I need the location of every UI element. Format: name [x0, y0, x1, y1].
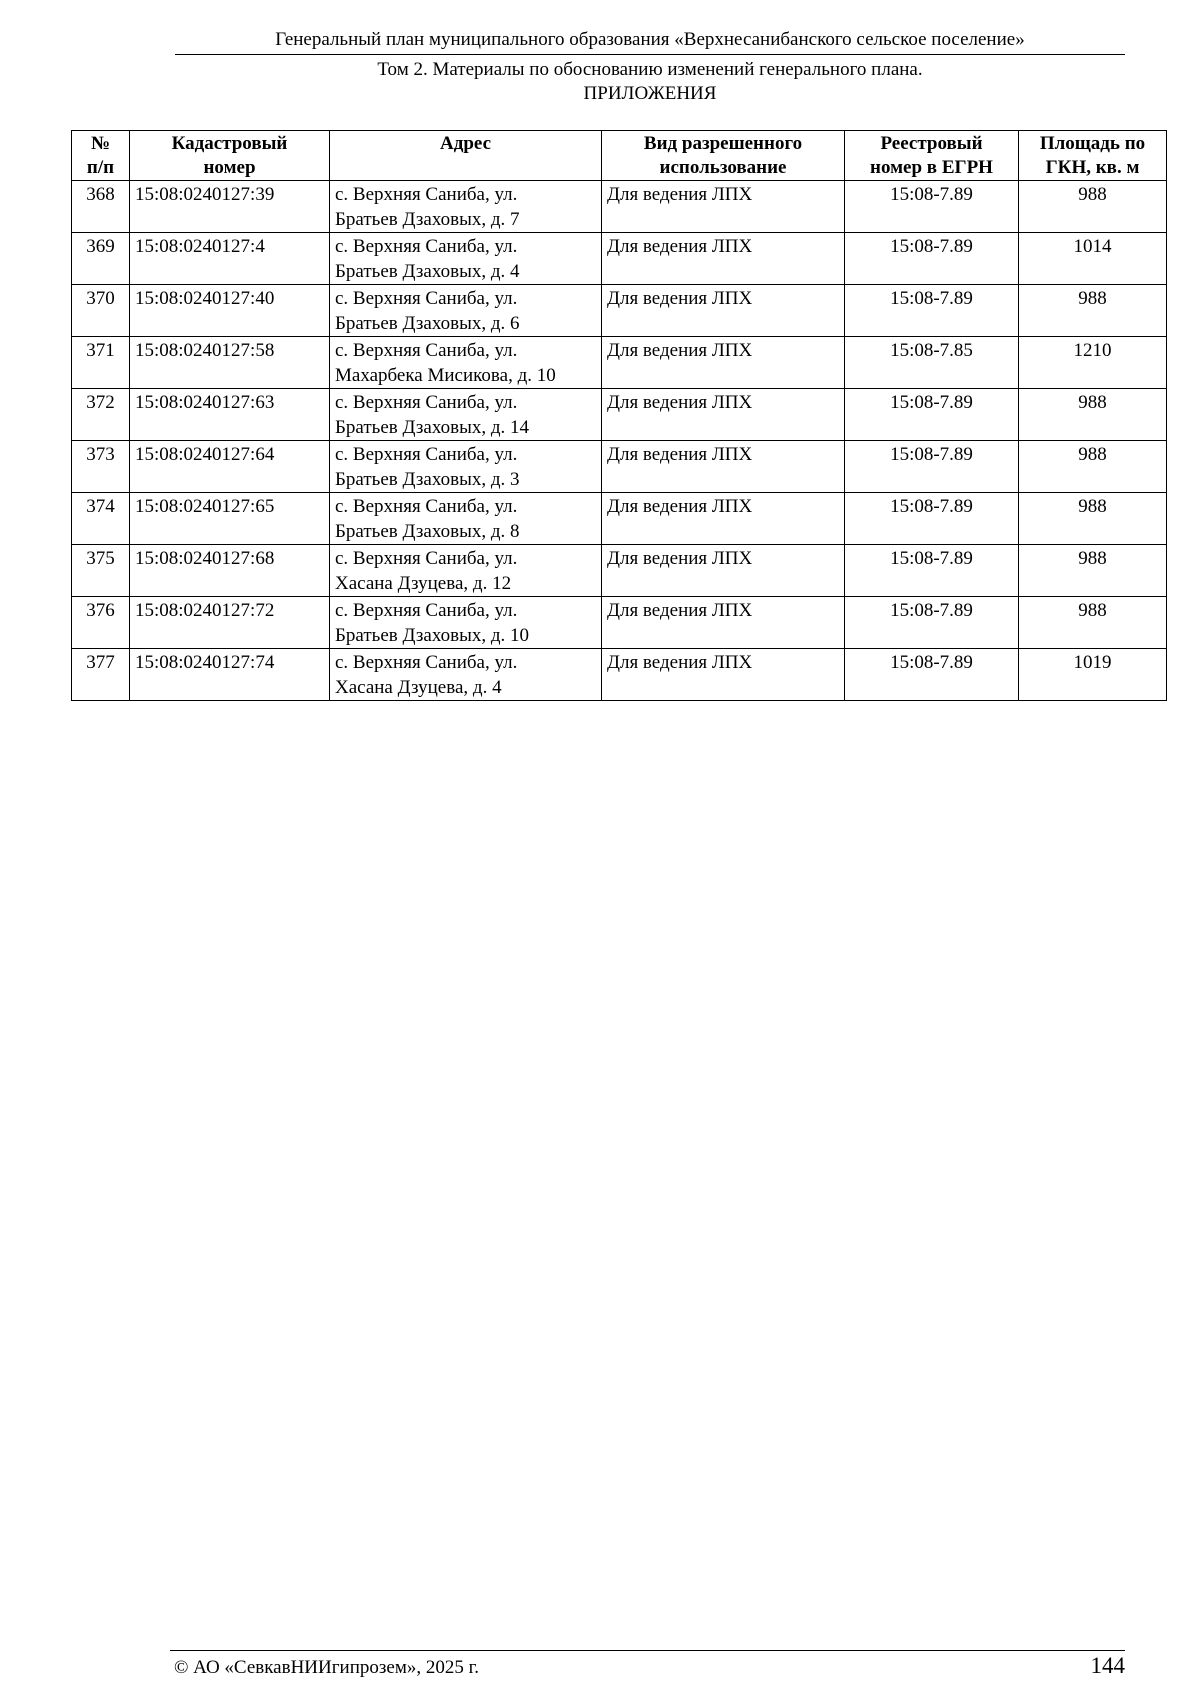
cell-address: с. Верхняя Саниба, ул. Братьев Дзаховых, д. 7	[330, 181, 602, 233]
cell-cadastral: 15:08:0240127:39	[130, 181, 330, 233]
cell-usage: Для ведения ЛПХ	[602, 597, 845, 649]
cell-usage: Для ведения ЛПХ	[602, 337, 845, 389]
cell-cadastral: 15:08:0240127:58	[130, 337, 330, 389]
cell-number: 370	[72, 285, 130, 337]
header-section: ПРИЛОЖЕНИЯ	[583, 83, 717, 104]
cell-registry: 15:08-7.89	[845, 233, 1019, 285]
cell-usage: Для ведения ЛПХ	[602, 389, 845, 441]
cell-number: 374	[72, 493, 130, 545]
cell-area: 988	[1019, 493, 1167, 545]
cell-number: 368	[72, 181, 130, 233]
cell-usage: Для ведения ЛПХ	[602, 649, 845, 701]
cell-usage: Для ведения ЛПХ	[602, 441, 845, 493]
header-divider	[175, 54, 1125, 55]
cell-address: с. Верхняя Саниба, ул. Братьев Дзаховых, д. 14	[330, 389, 602, 441]
cell-usage: Для ведения ЛПХ	[602, 545, 845, 597]
cell-area: 988	[1019, 441, 1167, 493]
cell-area: 1019	[1019, 649, 1167, 701]
cell-cadastral: 15:08:0240127:72	[130, 597, 330, 649]
cell-area: 988	[1019, 181, 1167, 233]
cell-number: 376	[72, 597, 130, 649]
cell-cadastral: 15:08:0240127:4	[130, 233, 330, 285]
cell-address: с. Верхняя Саниба, ул. Братьев Дзаховых, д. 6	[330, 285, 602, 337]
cell-address: с. Верхняя Саниба, ул. Братьев Дзаховых, д. 10	[330, 597, 602, 649]
column-header-number: № п/п	[72, 131, 130, 181]
column-header-registry: Реестровый номер в ЕГРН	[845, 131, 1019, 181]
cell-cadastral: 15:08:0240127:64	[130, 441, 330, 493]
cell-address: с. Верхняя Саниба, ул. Хасана Дзуцева, д. 4	[330, 649, 602, 701]
cell-area: 988	[1019, 545, 1167, 597]
cell-address: с. Верхняя Саниба, ул. Братьев Дзаховых, д. 3	[330, 441, 602, 493]
table-row	[72, 337, 1167, 389]
document-footer	[170, 1650, 1125, 1681]
column-header-address: Адрес	[330, 131, 602, 181]
page-number: 144	[1090, 1653, 1125, 1678]
footer-copyright: © АО «СевкавНИИгипрозем», 2025 г.	[174, 1657, 479, 1678]
cell-cadastral: 15:08:0240127:40	[130, 285, 330, 337]
cell-number: 371	[72, 337, 130, 389]
cell-address: с. Верхняя Саниба, ул. Хасана Дзуцева, д. 12	[330, 545, 602, 597]
cell-registry: 15:08-7.89	[845, 597, 1019, 649]
cell-number: 377	[72, 649, 130, 701]
column-header-area: Площадь по ГКН, кв. м	[1019, 131, 1167, 181]
header-volume: Том 2. Материалы по обоснованию изменений генерального плана.	[377, 59, 923, 80]
cell-cadastral: 15:08:0240127:63	[130, 389, 330, 441]
cell-registry: 15:08-7.89	[845, 441, 1019, 493]
cell-area: 1210	[1019, 337, 1167, 389]
cell-registry: 15:08-7.89	[845, 649, 1019, 701]
table-row	[72, 285, 1167, 337]
table-row	[72, 389, 1167, 441]
table-row	[72, 233, 1167, 285]
cell-area: 988	[1019, 597, 1167, 649]
cell-number: 372	[72, 389, 130, 441]
cell-registry: 15:08-7.85	[845, 337, 1019, 389]
table-header-row	[72, 131, 1167, 181]
cell-cadastral: 15:08:0240127:65	[130, 493, 330, 545]
table-row	[72, 597, 1167, 649]
document-header	[175, 28, 1125, 106]
cell-registry: 15:08-7.89	[845, 493, 1019, 545]
cell-registry: 15:08-7.89	[845, 285, 1019, 337]
table-row	[72, 441, 1167, 493]
table-row	[72, 545, 1167, 597]
cell-cadastral: 15:08:0240127:68	[130, 545, 330, 597]
cell-number: 373	[72, 441, 130, 493]
cell-address: с. Верхняя Саниба, ул. Братьев Дзаховых, д. 8	[330, 493, 602, 545]
cell-registry: 15:08-7.89	[845, 545, 1019, 597]
cell-number: 375	[72, 545, 130, 597]
column-header-usage: Вид разрешенного использование	[602, 131, 845, 181]
cell-area: 988	[1019, 389, 1167, 441]
cell-address: с. Верхняя Саниба, ул. Братьев Дзаховых, д. 4	[330, 233, 602, 285]
table-row	[72, 181, 1167, 233]
table-row	[72, 649, 1167, 701]
cell-cadastral: 15:08:0240127:74	[130, 649, 330, 701]
cell-usage: Для ведения ЛПХ	[602, 233, 845, 285]
column-header-cadastral: Кадастровый номер	[130, 131, 330, 181]
cell-usage: Для ведения ЛПХ	[602, 285, 845, 337]
cell-area: 1014	[1019, 233, 1167, 285]
cell-area: 988	[1019, 285, 1167, 337]
header-title: Генеральный план муниципального образования «Верхнесанибанского сельское поселение»	[275, 29, 1025, 50]
cell-registry: 15:08-7.89	[845, 181, 1019, 233]
cell-usage: Для ведения ЛПХ	[602, 181, 845, 233]
cell-address: с. Верхняя Саниба, ул. Махарбека Мисикова, д. 10	[330, 337, 602, 389]
table-row	[72, 493, 1167, 545]
cell-number: 369	[72, 233, 130, 285]
cell-usage: Для ведения ЛПХ	[602, 493, 845, 545]
cell-registry: 15:08-7.89	[845, 389, 1019, 441]
land-parcels-table	[71, 130, 1167, 701]
